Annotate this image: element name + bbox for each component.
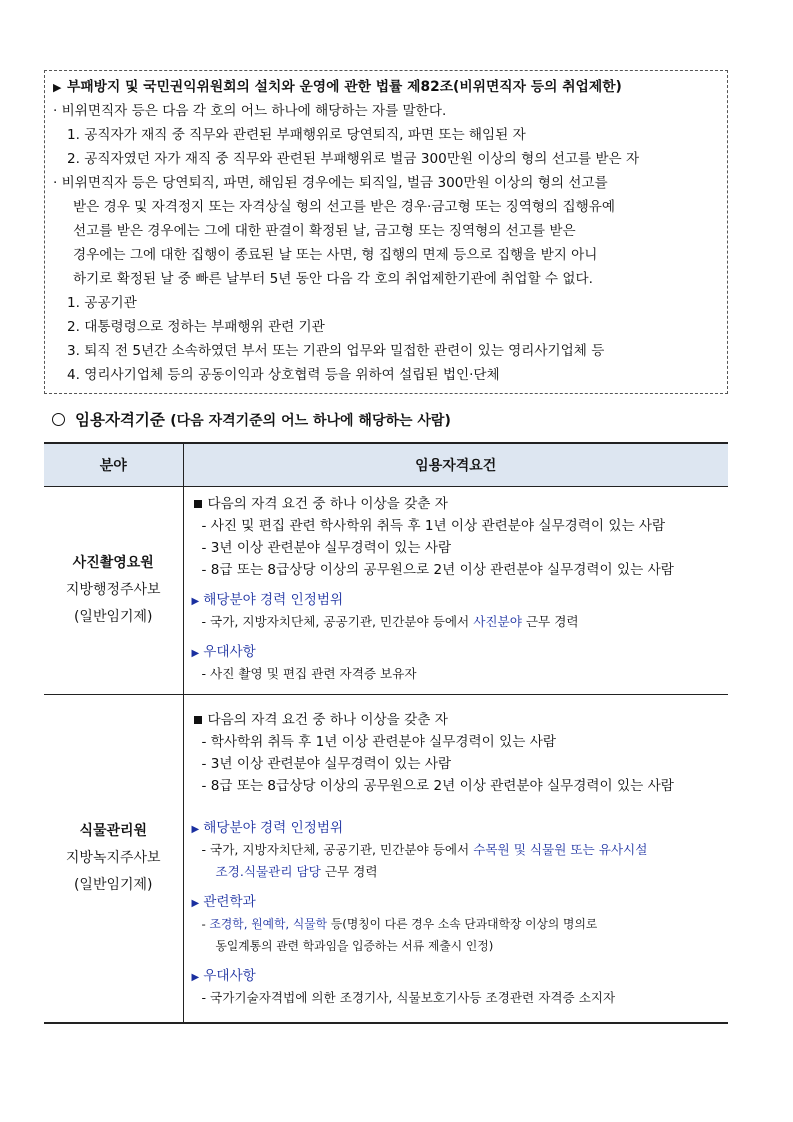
req-heading: 다음의 자격 요건 중 하나 이상을 갖춘 자 xyxy=(192,493,729,515)
table-row xyxy=(44,487,728,695)
notice-line: 1. 공공기관 xyxy=(67,295,137,311)
table-header-row xyxy=(44,443,728,487)
field-grade: 지방녹지주사보 xyxy=(65,849,161,866)
career-title: ▶ 해당분야 경력 인정범위 xyxy=(191,592,344,608)
req-heading: 다음의 자격 요건 중 하나 이상을 갖춘 자 xyxy=(192,709,729,731)
triangle-icon: ▶ xyxy=(191,596,200,607)
department-title: ▶ 관련학과 xyxy=(191,894,256,910)
preference-text: - 사진 촬영 및 편집 관련 자격증 보유자 xyxy=(201,666,417,681)
notice-line: 받은 경우 및 자격정지 또는 자격상실 형의 선고를 받은 경우·금고형 또는 징역형의 집행유예 xyxy=(73,199,616,215)
career-text: - 국가, 지방자치단체, 공공기관, 민간분야 등에서 사진분야 근무 경력 xyxy=(201,614,579,629)
req-item: - 8급 또는 8급상당 이상의 공무원으로 2년 이상 관련분야 실무경력이 있는 사람 xyxy=(201,562,674,578)
req-item: - 3년 이상 관련분야 실무경력이 있는 사람 xyxy=(201,540,452,556)
field-type: (일반임기제) xyxy=(73,609,153,625)
header-requirements: 임용자격요건 xyxy=(183,443,728,487)
field-grade: 지방행정주사보 xyxy=(65,582,161,598)
circle-bullet-icon xyxy=(52,413,65,426)
header-field: 분야 xyxy=(44,443,183,487)
department-text-cont: 동일계통의 관련 학과임을 입증하는 서류 제출시 인정) xyxy=(215,939,494,953)
triangle-icon: ▶ xyxy=(191,648,200,659)
triangle-icon: ▶ xyxy=(191,898,200,909)
notice-line: 3. 퇴직 전 5년간 소속하였던 부서 또는 기관의 업무와 밀접한 관련이 있는 영리사기업체 등 xyxy=(67,343,605,359)
notice-line: 1. 공직자가 재직 중 직무와 관련된 부패행위로 당연퇴직, 파면 또는 해임된 자 xyxy=(67,127,526,143)
requirements-cell xyxy=(183,487,728,695)
table-row xyxy=(44,695,728,1023)
field-cell xyxy=(44,487,183,695)
triangle-icon: ▶ xyxy=(191,824,200,835)
preference-title: ▶ 우대사항 xyxy=(191,644,256,660)
square-bullet-icon xyxy=(194,500,202,508)
notice-line: 선고를 받은 경우에는 그에 대한 판결이 확정된 날, 금고형 또는 징역형의 선고를 받은 xyxy=(73,223,576,239)
career-title: ▶ 해당분야 경력 인정범위 xyxy=(191,820,344,836)
requirements-table xyxy=(44,442,728,1024)
requirements-cell xyxy=(183,695,728,1023)
field-type: (일반임기제) xyxy=(73,876,153,893)
department-text: - 조경학, 원예학, 식물학 등(명칭이 다른 경우 소속 단과대학장 이상의 명의로 xyxy=(201,917,598,931)
req-item: - 3년 이상 관련분야 실무경력이 있는 사람 xyxy=(201,756,452,772)
triangle-icon: ▶ xyxy=(53,81,62,94)
notice-line: 2. 공직자였던 자가 재직 중 직무와 관련된 부패행위로 벌금 300만원 이상의 형의 선고를 받은 자 xyxy=(67,151,640,167)
career-text: - 국가, 지방자치단체, 공공기관, 민간분야 등에서 수목원 및 식물원 또는 유사시설 xyxy=(201,842,648,857)
law-notice-box xyxy=(44,70,728,394)
career-text-cont: 조경.식물관리 담당 근무 경력 xyxy=(215,864,378,879)
notice-line: 경우에는 그에 대한 집행이 종료된 날 또는 사면, 형 집행의 면제 등으로 집행을 받지 아니 xyxy=(73,247,598,263)
square-bullet-icon xyxy=(194,716,202,724)
notice-title: ▶ 부패방지 및 국민권익위원회의 설치와 운영에 관한 법률 제82조(비위면직자 등의 취업제한) xyxy=(53,77,727,98)
field-name: 사진촬영요원 xyxy=(72,555,154,571)
notice-line: 2. 대통령령으로 정하는 부패행위 관련 기관 xyxy=(67,319,325,335)
field-cell xyxy=(44,695,183,1023)
triangle-icon: ▶ xyxy=(191,972,200,983)
notice-line: · 비위면직자 등은 다음 각 호의 어느 하나에 해당하는 자를 말한다. xyxy=(53,103,447,119)
req-item: - 학사학위 취득 후 1년 이상 관련분야 실무경력이 있는 사람 xyxy=(201,734,556,750)
req-item: - 8급 또는 8급상당 이상의 공무원으로 2년 이상 관련분야 실무경력이 있는 사람 xyxy=(201,778,674,794)
preference-text: - 국가기술자격법에 의한 조경기사, 식물보호기사등 조경관련 자격증 소지자 xyxy=(201,990,616,1005)
section-heading: 임용자격기준 (다음 자격기준의 어느 하나에 해당하는 사람) xyxy=(52,408,451,430)
field-name: 식물관리원 xyxy=(79,822,148,839)
notice-line: 하기로 확정된 날 중 빠른 날부터 5년 동안 다음 각 호의 취업제한기관에 취업할 수 없다. xyxy=(73,271,593,287)
req-item: - 사진 및 편집 관련 학사학위 취득 후 1년 이상 관련분야 실무경력이 있는 사람 xyxy=(201,518,666,534)
preference-title: ▶ 우대사항 xyxy=(191,968,256,984)
notice-line: 4. 영리사기업체 등의 공동이익과 상호협력 등을 위하여 설립된 법인·단체 xyxy=(67,367,500,383)
notice-line: · 비위면직자 등은 당연퇴직, 파면, 해임된 경우에는 퇴직일, 벌금 300만원 이상의 형의 선고를 xyxy=(53,175,608,191)
